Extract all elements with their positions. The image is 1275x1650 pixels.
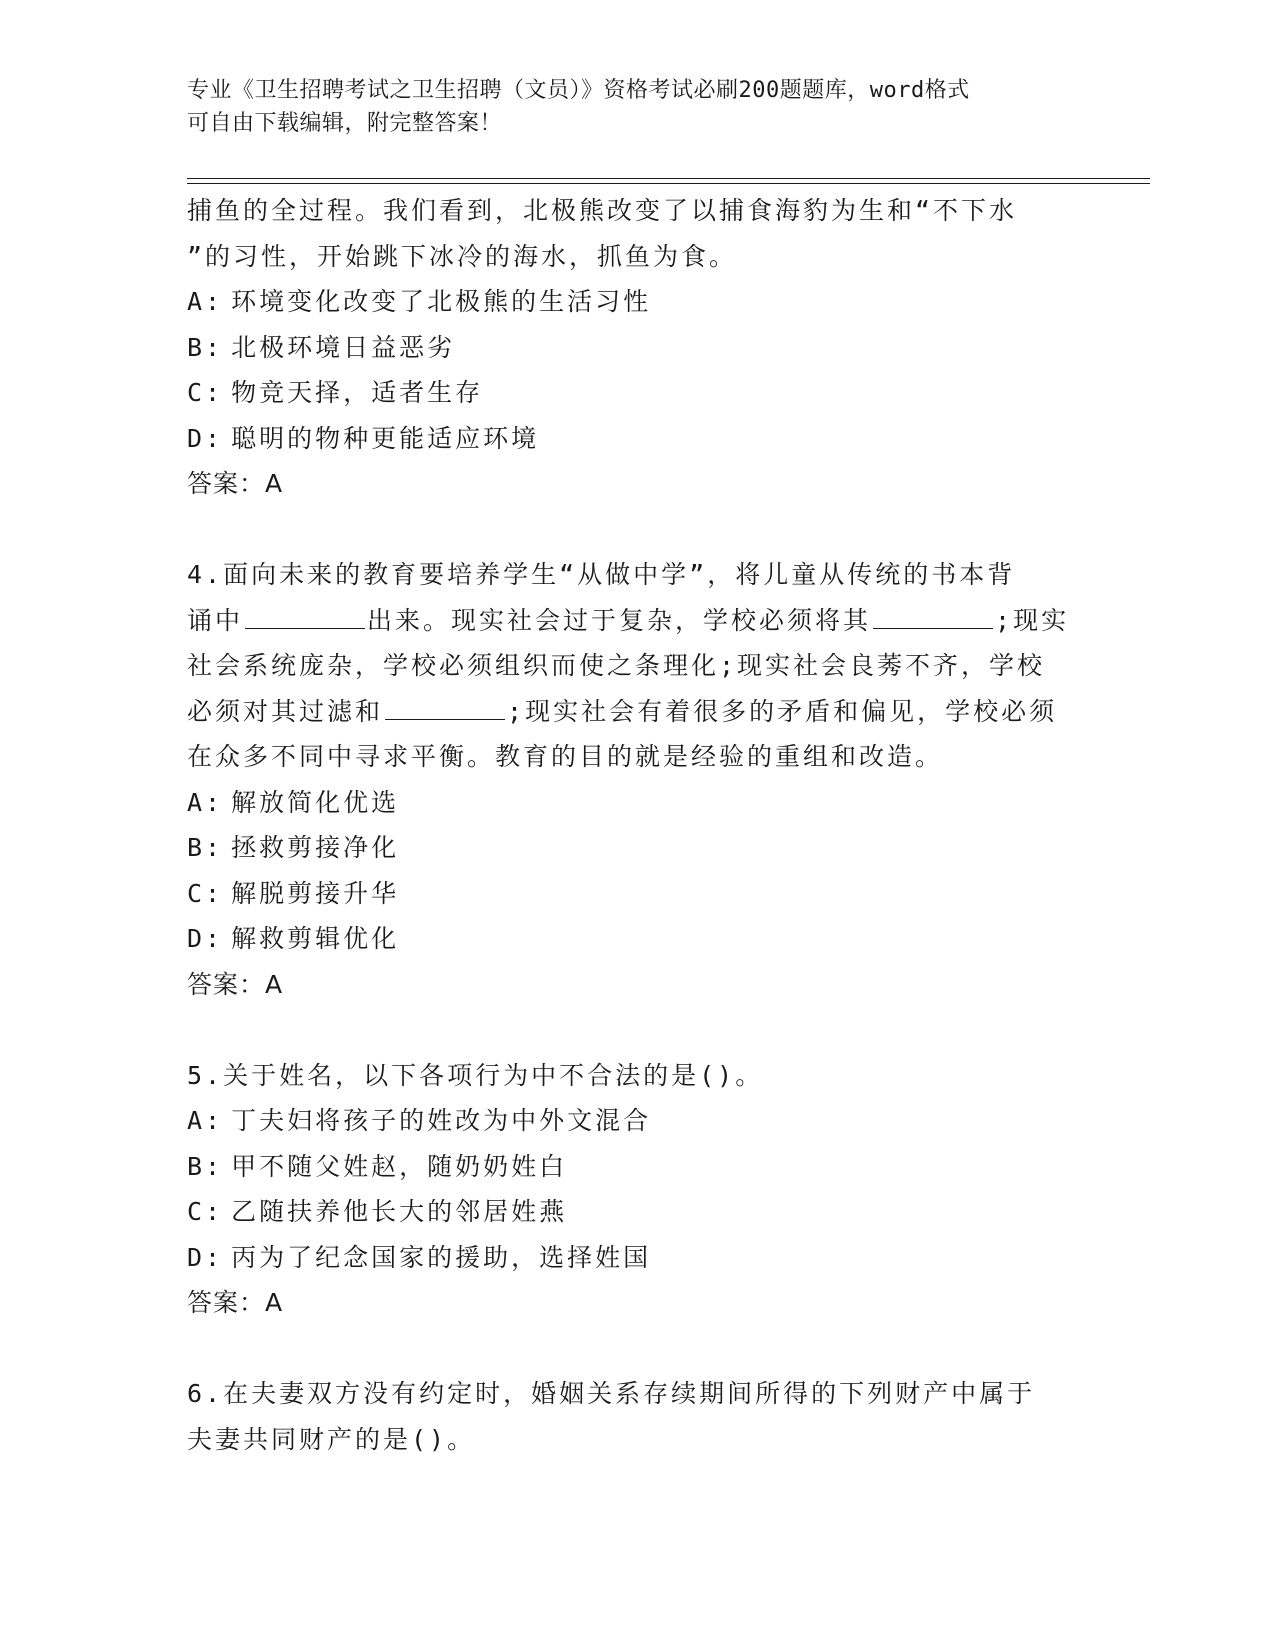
question-3-text-line-1: 捕鱼的全过程。我们看到，北极熊改变了以捕食海豹为生和“不下水	[187, 196, 1018, 225]
answer: 答案：A	[187, 1288, 284, 1317]
question-4-text-line-1: 4.面向未来的教育要培养学生“从做中学”，将儿童从传统的书本背	[187, 560, 1016, 589]
option-text: 拯救剪接净化	[231, 833, 400, 862]
option-letter: C:	[187, 378, 224, 407]
option-letter: D:	[187, 1242, 224, 1272]
question-6-text-line-2: 夫妻共同财产的是()。	[187, 1424, 476, 1454]
option-letter: C:	[187, 1197, 224, 1226]
text-segment: ;现实社会有着很多的矛盾和偏见，学校必须	[507, 696, 1058, 726]
question-4	[187, 552, 1087, 1007]
text-segment: 必须对其过滤和	[187, 696, 384, 726]
header-line-1: 专业《卫生招聘考试之卫生招聘（文员）》资格考试必刷200题题库，word格式	[187, 78, 970, 103]
option-letter: B:	[187, 1151, 224, 1181]
option-letter: C:	[187, 878, 224, 908]
option-text: 环境变化改变了北极熊的生活习性	[231, 287, 652, 316]
question-4-text-line-4	[187, 689, 1087, 735]
option-d	[187, 916, 1087, 962]
option-letter: D:	[187, 423, 224, 453]
option-text: 北极环境日益恶劣	[231, 332, 456, 362]
page-header	[187, 74, 1067, 140]
option-letter: A:	[187, 1106, 224, 1135]
question-3	[187, 188, 1087, 507]
text-segment: 出来。现实社会过于复杂，学校必须将其	[367, 605, 872, 635]
spacer	[187, 507, 1087, 553]
question-3-text-line-2: ”的习性，开始跳下冰冷的海水，抓鱼为食。	[187, 241, 738, 271]
header-rule-bottom	[187, 183, 1150, 184]
option-text: 甲不随父姓赵，随奶奶姓白	[231, 1151, 568, 1181]
answer: 答案：A	[187, 969, 284, 999]
option-letter: A:	[187, 287, 224, 316]
question-6-text-line-1: 6.在夫妻双方没有约定时，婚姻关系存续期间所得的下列财产中属于	[187, 1379, 1036, 1408]
question-5	[187, 1053, 1087, 1326]
option-b	[187, 1144, 1087, 1190]
option-c	[187, 1189, 1087, 1235]
option-a	[187, 780, 1087, 826]
fill-blank-3	[385, 693, 505, 720]
option-text: 丁夫妇将孩子的姓改为中外文混合	[231, 1106, 652, 1135]
fill-blank-1	[245, 602, 365, 629]
option-d	[187, 1235, 1087, 1281]
spacer	[187, 1007, 1087, 1053]
option-letter: A:	[187, 787, 224, 817]
question-4-text-line-3: 社会系统庞杂，学校必须组织而使之条理化;现实社会良莠不齐，学校	[187, 651, 1046, 680]
text-segment: ;现实	[995, 605, 1070, 635]
option-text: 乙随扶养他长大的邻居姓燕	[231, 1197, 568, 1226]
header-rule-top	[187, 178, 1150, 179]
option-text: 丙为了纪念国家的援助，选择姓国	[231, 1242, 652, 1272]
option-text: 物竞天择，适者生存	[231, 378, 484, 407]
option-d	[187, 416, 1087, 462]
answer: 答案：A	[187, 469, 284, 498]
option-letter: B:	[187, 332, 224, 362]
spacer	[187, 1326, 1087, 1372]
document-body	[187, 188, 1087, 1462]
option-c	[187, 871, 1087, 917]
option-c	[187, 370, 1087, 416]
question-4-text-line-2	[187, 598, 1087, 644]
question-5-text-line-1: 5.关于姓名，以下各项行为中不合法的是()。	[187, 1060, 764, 1090]
option-text: 解救剪辑优化	[231, 924, 400, 953]
question-4-text-line-5: 在众多不同中寻求平衡。教育的目的就是经验的重组和改造。	[187, 742, 944, 771]
option-b	[187, 325, 1087, 371]
header-line-2: 可自由下载编辑，附完整答案！	[187, 111, 503, 136]
option-b	[187, 825, 1087, 871]
option-text: 解放简化优选	[231, 787, 400, 817]
option-letter: B:	[187, 833, 224, 862]
option-a	[187, 279, 1087, 325]
option-text: 解脱剪接升华	[231, 878, 400, 908]
option-text: 聪明的物种更能适应环境	[231, 423, 540, 453]
option-a	[187, 1098, 1087, 1144]
option-letter: D:	[187, 924, 224, 953]
fill-blank-2	[873, 602, 993, 629]
question-6	[187, 1371, 1087, 1462]
text-segment: 诵中	[187, 605, 244, 635]
